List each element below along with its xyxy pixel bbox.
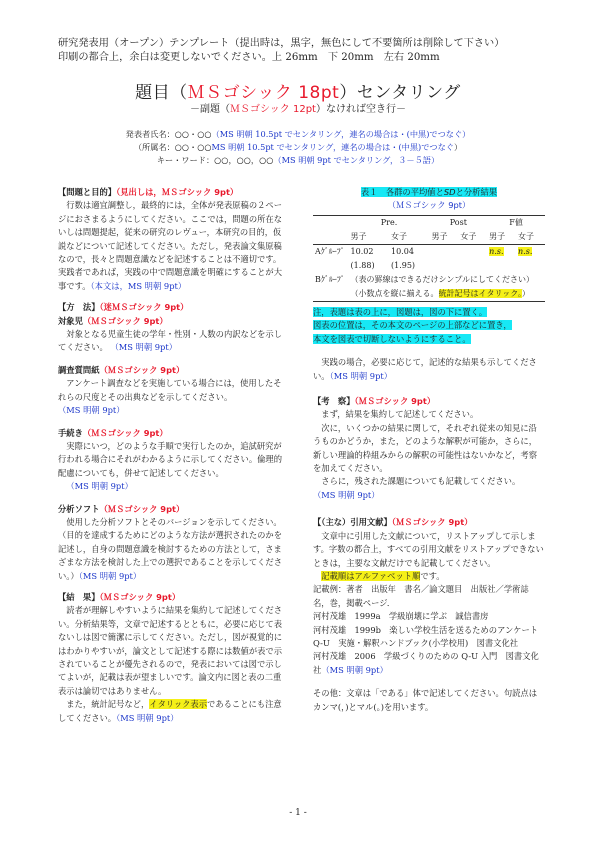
- table-caption: [313, 186, 545, 212]
- table-note-line-3: [313, 333, 545, 346]
- references-order-highlight: 記載順はアルファベット順: [321, 570, 421, 581]
- table-subheader-cell: 男子: [350, 232, 367, 241]
- table-cell-empty: [313, 287, 349, 302]
- keywords-note: （MS 明朝 9pt でセンタリング，３－５語）: [273, 155, 440, 165]
- procedure-heading: 手続き: [58, 427, 83, 438]
- subjects-heading-note: （ＭＳゴシック 9pt）: [82, 315, 168, 326]
- table-cell: 10.04: [391, 247, 414, 256]
- table-note-2b: ）: [521, 289, 530, 298]
- table-header-blank: [313, 216, 349, 231]
- references-heading-note: （ＭＳゴシック 9pt）: [391, 517, 473, 528]
- subheading-questionnaire: [58, 364, 288, 377]
- section-heading-discussion: [313, 395, 545, 408]
- table-note-line-1: [313, 306, 545, 319]
- title-font-spec: ＭＳゴシック 18pt: [187, 83, 340, 103]
- discussion-heading: 【考 察】: [313, 396, 355, 407]
- table-row-b: [313, 273, 545, 287]
- questionnaire-heading-note: （ＭＳゴシック 9pt）: [99, 364, 185, 375]
- discussion-note: （MS 明朝 9pt）: [313, 489, 380, 500]
- table-row-b-label: Bｸﾞﾙｰﾌﾟ: [315, 275, 345, 284]
- reference-3-text: 河村茂雄 2006 学級づくりのための Q-U 入門 図書文化社: [313, 651, 539, 675]
- table-row-b-note-1: （表の罫線はできるだけシンプルにしてください）: [350, 275, 534, 284]
- results-table: [313, 215, 545, 302]
- references-body: 文章中に引用した文献について，リストアップして示します。字数の都合上，すべての引用文献をリストアップできないときは，主要な文献だけでも記載してください。: [313, 530, 544, 568]
- table-subheader-cell: 女子: [391, 232, 407, 241]
- misc-note: その他：文章は「である」体で記述してください。句読点はカンマ(，)とマル(。)を用います。: [313, 688, 538, 712]
- subjects-note: （MS 明朝 9pt）: [110, 342, 178, 353]
- results-italic-highlight: イタリック表示: [149, 699, 208, 710]
- right-column: [313, 186, 545, 714]
- affiliation-line: [0, 141, 596, 153]
- software-heading-note: （ＭＳゴシック 9pt）: [99, 503, 185, 514]
- reference-3: [313, 650, 545, 677]
- questionnaire-body: [58, 377, 288, 404]
- discussion-p2: 次に，いくつかの結果に関して，それぞれ従来の知見に沿うものかどうか，また，どのような解釈が可能か，さらに，新しい理論的枠組みからの解釈の可能性はないかなど，考察を加えてください。: [313, 422, 538, 474]
- author-label: 発表者氏名：○○・○○: [125, 129, 212, 139]
- paper-subtitle: [0, 100, 596, 115]
- table-row-a-sd: [313, 259, 545, 273]
- results-body: [58, 604, 288, 698]
- procedure-note: （MS 明朝 9pt）: [66, 481, 133, 492]
- table-note-2a: （小数点を縦に揃える。: [350, 289, 439, 298]
- table-subheader-cell: 男子: [489, 232, 506, 241]
- references-order: [313, 570, 545, 583]
- reference-1: 河村茂雄 1999a 学級崩壊に学ぶ 誠信書房: [313, 611, 489, 622]
- table-cell-empty: [458, 245, 487, 260]
- subjects-heading: 対象児: [58, 315, 83, 326]
- left-column: [58, 186, 288, 725]
- software-body: [58, 516, 288, 583]
- notice-line-1: 研究発表用（オープン）テンプレート（提出時は，黒字，無色にして不要箇所は削除して下さい）: [58, 38, 505, 49]
- section-heading-purpose: [58, 186, 288, 199]
- practice-body: [313, 356, 545, 383]
- procedure-heading-note: （ＭＳゴシック 9pt）: [82, 427, 168, 438]
- table-note-italic-highlight: 統計記号はイタリック。: [438, 289, 522, 298]
- references-example: 記載例：著者 出版年 書名／論文題目 出版社／学術誌名，巻，掲載ページ．: [313, 584, 529, 608]
- software-note: （MS 明朝 9pt）: [78, 570, 142, 581]
- table-caption-highlight: [361, 187, 497, 197]
- table-note-line-2: [313, 319, 545, 332]
- method-heading: 【方 法】: [58, 302, 100, 313]
- table-subheader-row: [313, 230, 545, 245]
- table-cell-ns: [487, 245, 516, 260]
- results-heading: 【結 果】: [58, 591, 100, 602]
- results-note: （MS 明朝 9pt）: [116, 712, 179, 723]
- table-subheader-cell: 男子: [431, 232, 448, 241]
- table-cell: (1.88): [350, 261, 375, 270]
- method-heading-note: （迷ＭＳゴシック 9pt）: [99, 302, 189, 313]
- software-heading: 分析ソフト: [58, 503, 100, 514]
- reference-3-note: （MS 明朝 9pt）: [321, 664, 388, 675]
- section-heading-results: [58, 591, 288, 604]
- notice-line-2: 印刷の都合上，余白は変更しないでください。上 26mm 下 20mm 左右 20mm: [58, 52, 440, 63]
- table-ns-1: n.s.: [489, 247, 504, 256]
- template-notice: [58, 37, 548, 65]
- questionnaire-text: アンケート調査などを実施している場合には，使用したそれらの尺度とその出典などを示してください。: [58, 378, 282, 402]
- purpose-note: （本文は，MS 明朝 9pt）: [90, 280, 187, 291]
- table-cell-empty: [313, 259, 349, 273]
- practice-note: （MS 明朝 9pt）: [329, 370, 393, 381]
- author-note: （MS 明朝 10.5pt でセンタリング，連名の場合は・(中黒)でつなぐ）: [211, 129, 471, 139]
- table-row-a: [313, 245, 545, 260]
- questionnaire-note: （MS 明朝 9pt）: [58, 405, 125, 416]
- table-subheader-cell: 女子: [460, 232, 477, 241]
- results-text-2a: また，統計記号など，: [66, 699, 150, 710]
- table-cell-empty: [429, 259, 545, 273]
- table-row-a-label: Aｸﾞﾙｰﾌﾟ: [315, 247, 345, 256]
- affiliation-label: （所属名：○○・○○: [133, 142, 212, 152]
- subheading-procedure: [58, 427, 288, 440]
- discussion-note-line: [313, 489, 545, 502]
- author-line: [0, 128, 596, 140]
- discussion-p3: さらに，残された課題についても記載してください。: [321, 476, 521, 487]
- page-number: - 1 -: [289, 808, 307, 818]
- questionnaire-heading: 調査質問紙: [58, 364, 100, 375]
- table-notes: [313, 306, 545, 346]
- title-part-1: 題目（: [135, 83, 188, 103]
- table-title-1: 表１ 各群の平均値と: [360, 187, 444, 197]
- software-text: 使用した分析ソフトとそのバージョンを示してください。（目的を達成するためにどのような方法が選択されたのかを記述し，自身の問題意識を検討するための方法として，さまざまな方法を検討した上での選択であることを示してください。）: [58, 516, 283, 581]
- table-ns-2: n.s.: [518, 247, 533, 256]
- purpose-text: 行数は適宜調整し，最終的には，全体が発表原稿の２ページにおさまるようにしてください。ここでは，問題の所在ないしは問題提起，従来の研究のレヴュー，本研究の目的，仮説などについて記述してください。ただし，発表論文集原稿なので，長々と問題意識などを記述することは不適切です。実践者であれば，実践の中で問題意識を明確にすることが大事です。: [58, 200, 283, 291]
- practice-text: 実践の場合，必要に応じて，記述的な結果も示してください。: [313, 357, 537, 381]
- results-text-2b: であることにも注意してください。: [58, 699, 282, 723]
- discussion-heading-note: （ＭＳゴシック 9pt）: [354, 396, 436, 407]
- procedure-body: [58, 440, 288, 480]
- table-cell-ns: [516, 245, 545, 260]
- purpose-heading: 【問題と目的】: [58, 187, 117, 197]
- table-cell-empty: [429, 245, 458, 260]
- table-note-2: 図表の位置は，その本文のページの上部などに置き，: [313, 320, 512, 331]
- table-title-sd: SD: [443, 187, 456, 197]
- table-note-3: 本文を図表で切断しないようにすること。: [313, 333, 471, 344]
- discussion-p1: まず，結果を集約して記述してください。: [321, 409, 479, 420]
- reference-2: 河村茂雄 1999b 楽しい学校生活を送るためのアンケート Q-U 実施・解釈ハンドブック(小学校用) 図書文化社: [313, 624, 539, 648]
- subtitle-font-spec: ＭＳゴシック 12pt: [230, 104, 316, 115]
- table-note-1: 注，表題は表の上に，図題は，図の下に置く。: [313, 307, 488, 317]
- results-body-2: [58, 698, 288, 725]
- table-subheader-blank: [313, 230, 349, 245]
- keywords-label: キー・ワード：○○，○○，○○: [156, 155, 274, 165]
- affiliation-end: ）: [453, 142, 463, 152]
- results-heading-note: （ＭＳゴシック 9pt）: [99, 591, 181, 602]
- results-text: 読者が理解しやすいように結果を集約して記述してください。分析結果等，文章で記述するとともに，必要に応じて表ないしは図で簡潔に示してください。ただし，図が視覚的にはわかりやすいが，論文として記述する際には数値が表で示されていることが優先されるので，発表においては図で示してよいが，記載は表が望ましいです。論文内に図と表の二重表示は論切ではありません。: [58, 605, 283, 696]
- table-title-note: （ＭＳゴシック 9pt）: [387, 200, 471, 210]
- table-header-row: [313, 216, 545, 231]
- subjects-body: [58, 328, 288, 355]
- section-heading-references: [313, 516, 545, 529]
- title-part-2: ）センタリング: [339, 83, 461, 103]
- table-header-pre: Pre.: [380, 218, 398, 227]
- subheading-software: [58, 503, 288, 516]
- purpose-heading-note: （見出しは，ＭＳゴシック 9pt）: [116, 187, 239, 197]
- procedure-note-line: [58, 480, 288, 493]
- table-header-post: Post: [449, 218, 467, 227]
- procedure-text: 実際にいつ，どのような手順で実行したのか，追試研究が行われる場合にそれがわかるように示してください。倫理的配慮についても，併せて記述してください。: [58, 440, 283, 478]
- table-title-2: と分析結果: [455, 187, 498, 197]
- table-header-f: F値: [509, 218, 523, 227]
- references-heading: 【（主な）引用文献】: [313, 517, 392, 528]
- questionnaire-note-line: [58, 404, 288, 417]
- affiliation-note: MS 明朝 10.5pt でセンタリング，連名の場合は・(中黒)でつなぐ: [211, 142, 454, 152]
- subtitle-pre: －副題（: [190, 104, 230, 115]
- subheading-subjects: [58, 315, 288, 328]
- subjects-text: 対象となる児童生徒の学年・性別・人数の内訳などを示してください。: [58, 329, 283, 353]
- purpose-body: [58, 199, 288, 293]
- table-cell: (1.95): [391, 261, 416, 270]
- keywords-line: [0, 154, 596, 166]
- table-subheader-cell: 女子: [518, 232, 535, 241]
- table-row-b-2: [313, 287, 545, 302]
- subtitle-post: ）なければ空き行－: [315, 104, 406, 115]
- table-row-b-note-2: [349, 287, 545, 302]
- table-cell: 10.02: [350, 247, 374, 256]
- section-heading-method: [58, 301, 288, 314]
- references-order-end: です。: [420, 570, 445, 581]
